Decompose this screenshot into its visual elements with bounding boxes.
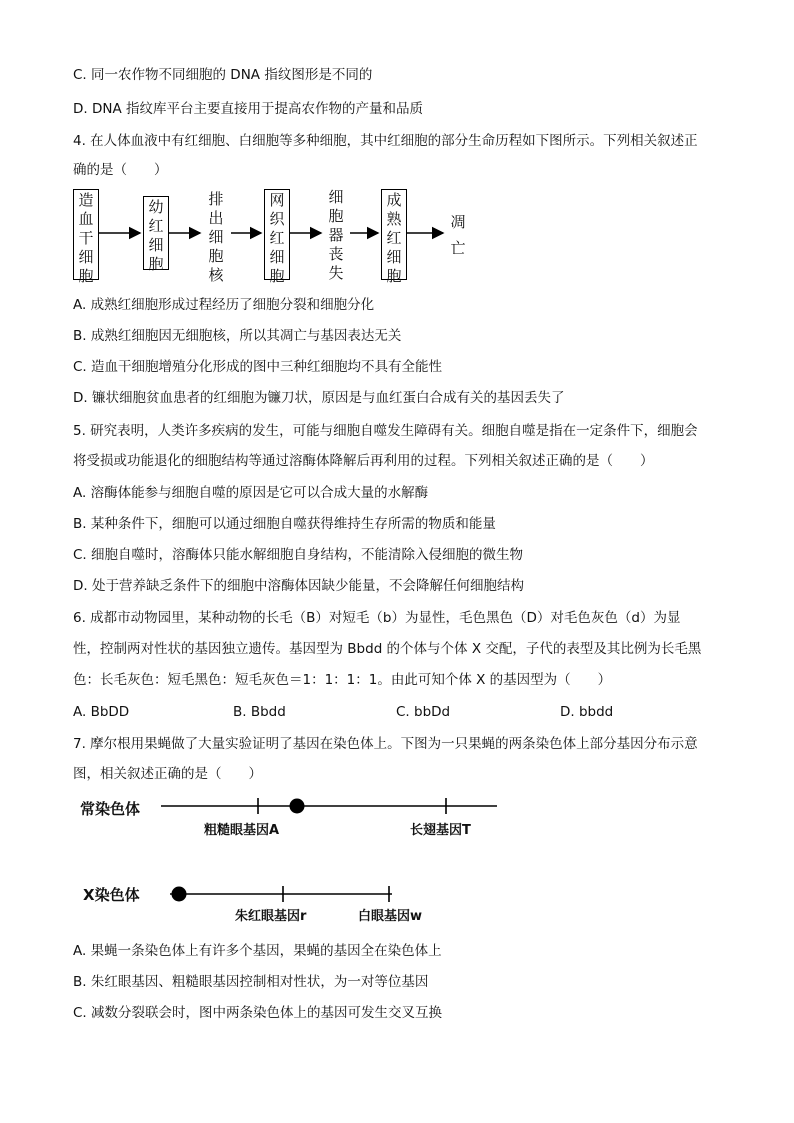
centromere-autosome [290,799,305,814]
q6-option-b: B. Bbdd [233,704,286,720]
flow-char: 胞 [148,255,164,273]
q5-option-a: A. 溶酶体能参与细胞自噬的原因是它可以合成大量的水解酶 [73,485,429,501]
flow-char: 胞 [386,267,402,285]
gene-label-rough-eye: 粗糙眼基因A [204,823,280,838]
flow-char: 网 [269,191,285,209]
flow-char: 血 [78,210,94,228]
q4-stem-line-1: 4. 在人体血液中有红细胞、白细胞等多种细胞，其中红细胞的部分生命历程如下图所示。下列相关叙述正 [73,133,698,149]
flow-char: 红 [269,229,285,247]
flow-char: 胞 [208,247,224,265]
flow-char: 熟 [386,210,402,228]
flow-char: 细 [78,248,94,266]
flow-char: 红 [148,217,164,235]
q6-option-c: C. bbDd [396,704,451,720]
flow-char: 干 [78,229,94,247]
q6-option-a: A. BbDD [73,704,130,720]
q7-option-a: A. 果蝇一条染色体上有许多个基因，果蝇的基因全在染色体上 [73,943,442,959]
flow-char: 胞 [78,267,94,285]
q5-option-c: C. 细胞自噬时，溶酶体只能水解细胞自身结构，不能清除入侵细胞的微生物 [73,547,524,563]
q6-stem-line-2: 性，控制两对性状的基因独立遗传。基因型为 Bbdd 的个体与个体 X 交配，子代的表型及其比例为长毛黑 [73,641,702,657]
flow-char: 失 [328,264,344,282]
q5-option-b: B. 某种条件下，细胞可以通过细胞自噬获得维持生存所需的物质和能量 [73,516,496,532]
q6-stem-line-3: 色：长毛灰色：短毛黑色：短毛灰色＝1：1：1：1。由此可知个体 X 的基因型为（ ） [73,672,612,688]
q4-option-c: C. 造血干细胞增殖分化形成的图中三种红细胞均不具有全能性 [73,359,443,375]
flow-char: 排 [208,190,224,208]
autosome-label: 常染色体 [80,800,141,818]
q6-stem-line-1: 6. 成都市动物园里，某种动物的长毛（B）对短毛（b）为显性，毛色黑色（D）对毛色灰色（d）为显 [73,610,681,626]
q7-option-c: C. 减数分裂联会时，图中两条染色体上的基因可发生交叉互换 [73,1005,443,1021]
q7-stem-line-1: 7. 摩尔根用果蝇做了大量实验证明了基因在染色体上。下图为一只果蝇的两条染色体上部分基因分布示意 [73,736,698,752]
q4-stem-line-2: 确的是（ ） [73,162,168,178]
flow-char: 亡 [450,239,466,257]
autosome-line [161,798,497,814]
flow-char: 织 [269,210,285,228]
q3-option-d: D. DNA 指纹库平台主要直接用于提高农作物的产量和品质 [73,101,423,117]
flow-char: 核 [208,266,224,284]
gene-label-vermilion-eye: 朱红眼基因r [235,909,307,924]
q3-option-c: C. 同一农作物不同细胞的 DNA 指纹图形是不同的 [73,67,373,83]
flow-char: 丧 [328,245,344,263]
centromere-x [172,887,187,902]
q5-option-d: D. 处于营养缺乏条件下的细胞中溶酶体因缺少能量，不会降解任何细胞结构 [73,578,524,594]
flow-char: 细 [386,248,402,266]
x-chromosome-line [170,886,392,902]
gene-label-white-eye: 白眼基因w [358,909,423,924]
flow-char: 细 [328,188,344,206]
q7-stem-line-2: 图，相关叙述正确的是（ ） [73,766,262,782]
flow-char: 器 [328,226,344,244]
flow-char: 造 [78,191,94,209]
flow-char: 成 [386,191,402,209]
gene-label-long-wing: 长翅基因T [410,823,471,838]
q4-option-a: A. 成熟红细胞形成过程经历了细胞分裂和细胞分化 [73,297,375,313]
flow-char: 红 [386,229,402,247]
q5-stem-line-1: 5. 研究表明，人类许多疾病的发生，可能与细胞自噬发生障碍有关。细胞自噬是指在一定条件下，细胞会 [73,423,698,439]
q5-stem-line-2: 将受损或功能退化的细胞结构等通过溶酶体降解后再利用的过程。下列相关叙述正确的是（ ） [73,453,654,469]
flow-char: 凋 [450,213,466,231]
flow-char: 出 [208,209,224,227]
q7-option-b: B. 朱红眼基因、粗糙眼基因控制相对性状，为一对等位基因 [73,974,429,990]
flow-char: 幼 [148,198,164,216]
x-chromosome-label: X染色体 [83,886,140,904]
flow-char: 胞 [269,267,285,285]
q4-option-d: D. 镰状细胞贫血患者的红细胞为镰刀状，原因是与血红蛋白合成有关的基因丢失了 [73,390,565,406]
q4-option-b: B. 成熟红细胞因无细胞核，所以其凋亡与基因表达无关 [73,328,402,344]
flow-char: 细 [208,228,224,246]
flow-char: 胞 [328,207,344,225]
q6-option-d: D. bbdd [560,704,614,720]
flow-char: 细 [269,248,285,266]
flow-char: 细 [148,236,164,254]
